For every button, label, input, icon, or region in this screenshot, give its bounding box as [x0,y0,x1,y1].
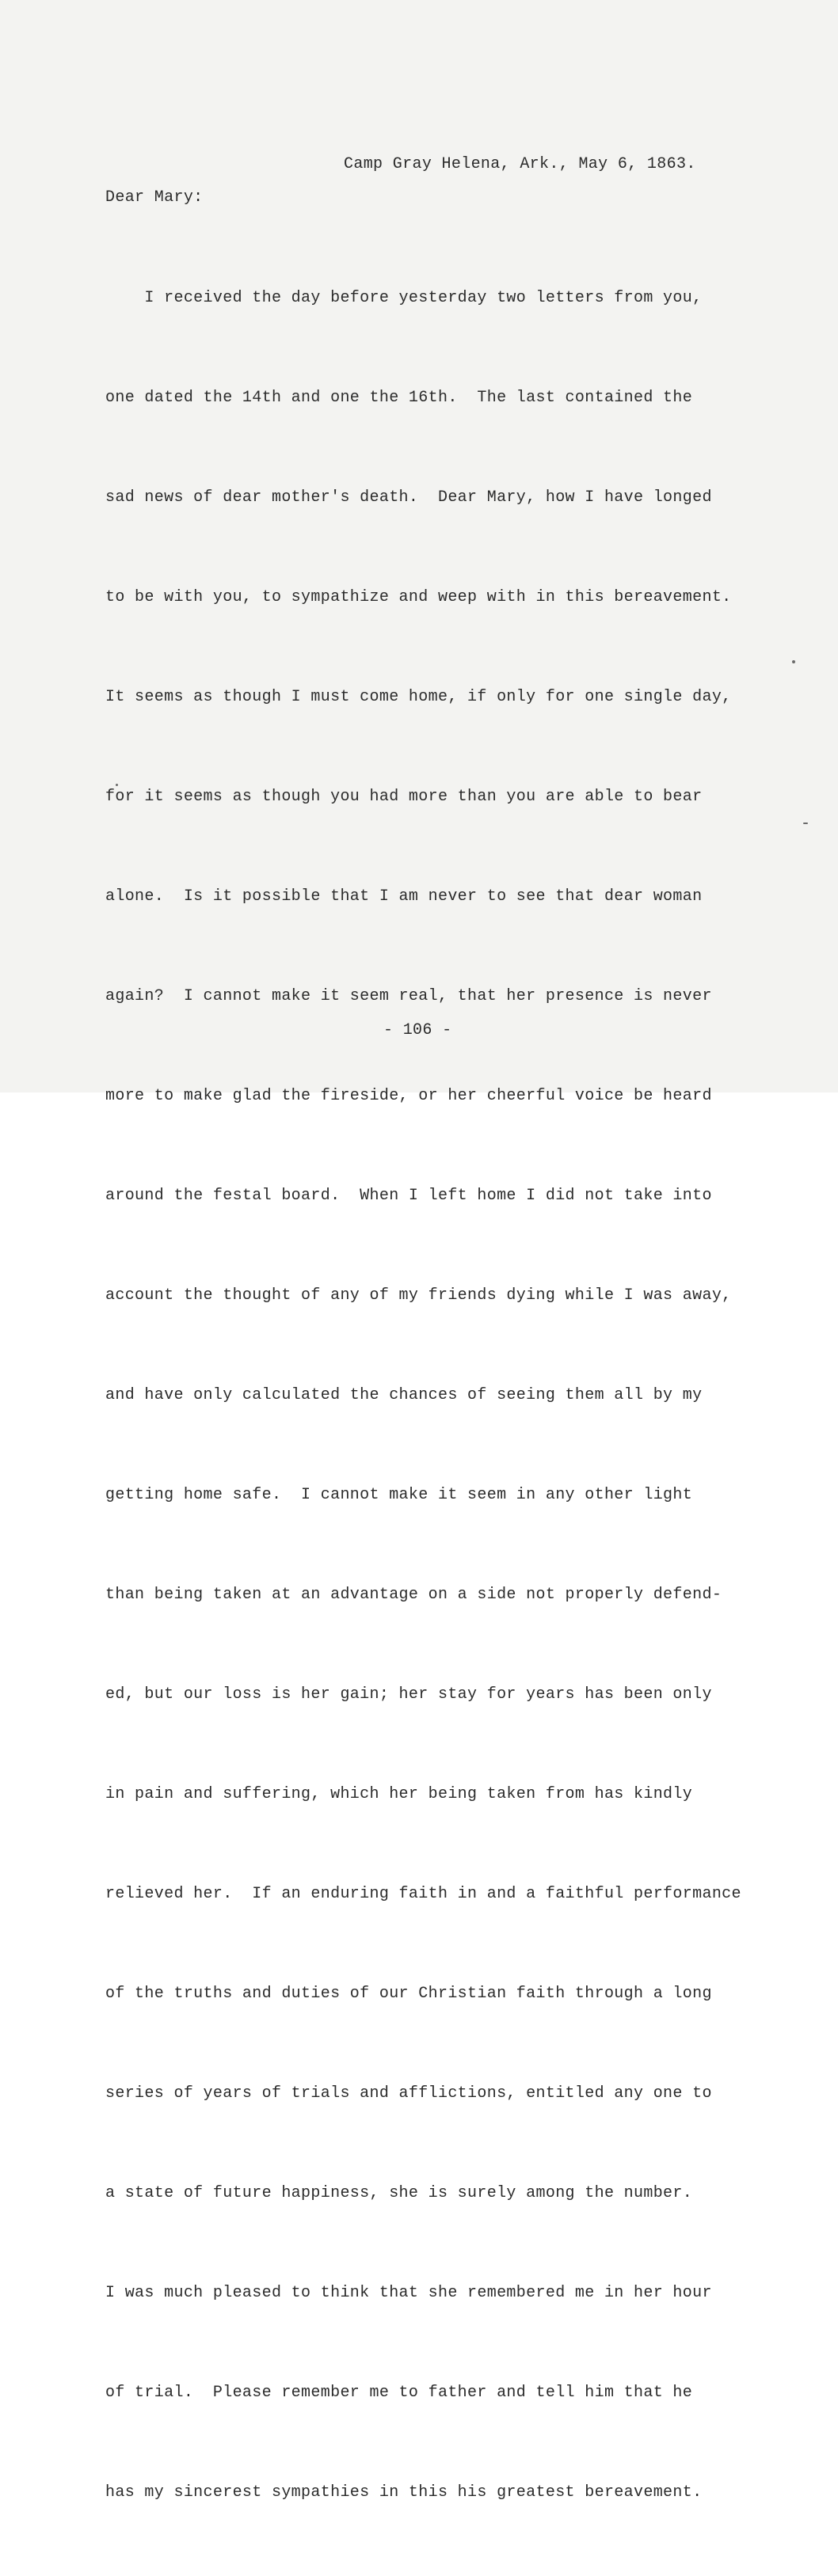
body-line: I was much pleased to think that she remembered me in her hour [105,2284,712,2302]
body-line: alone. Is it possible that I am never to see that dear woman [105,887,703,906]
body-line: and have only calculated the chances of seeing them all by my [105,1386,703,1404]
body-line: than being taken at an advantage on a side not properly defend- [105,1586,722,1604]
body-line: has my sincerest sympathies in this his greatest bereavement. [105,2483,703,2502]
body-line: account the thought of any of my friends dying while I was away, [105,1286,732,1305]
paper-speck [116,784,118,786]
body-line: for it seems as though you had more than you are able to bear [105,788,703,806]
body-line: relieved her. If an enduring faith in and a faithful performance [105,1885,741,1903]
body-line: of trial. Please remember me to father and tell him that he [105,2384,693,2402]
paper-speck [803,823,808,824]
body-line: to be with you, to sympathize and weep with in this bereavement. [105,588,732,606]
body-line: sad news of dear mother's death. Dear Mary, how I have longed [105,488,712,507]
page-number: - 106 - [383,1021,452,1039]
body-line: again? I cannot make it seem real, that her presence is never [105,987,712,1005]
body-line: ed, but our loss is her gain; her stay for years has been only [105,1685,712,1704]
body-line: It seems as though I must come home, if only for one single day, [105,688,732,706]
body-line: one dated the 14th and one the 16th. The last contained the [105,389,693,407]
body-line: around the festal board. When I left home I did not take into [105,1187,712,1205]
body-line: getting home safe. I cannot make it seem in any other light [105,1486,693,1504]
body-line: I received the day before yesterday two letters from you, [105,289,703,307]
paper-speck [792,660,795,663]
body-line: a state of future happiness, she is surely among the number. [105,2184,693,2202]
letter-body [105,215,741,2576]
letter-dateline: Camp Gray Helena, Ark., May 6, 1863. [344,155,696,173]
letter-salutation: Dear Mary: [105,188,204,207]
body-line: of the truths and duties of our Christian faith through a long [105,1985,712,2003]
body-line: series of years of trials and afflictions, entitled any one to [105,2084,712,2103]
body-line: in pain and suffering, which her being taken from has kindly [105,1785,693,1803]
body-line: more to make glad the fireside, or her cheerful voice be heard [105,1087,712,1105]
